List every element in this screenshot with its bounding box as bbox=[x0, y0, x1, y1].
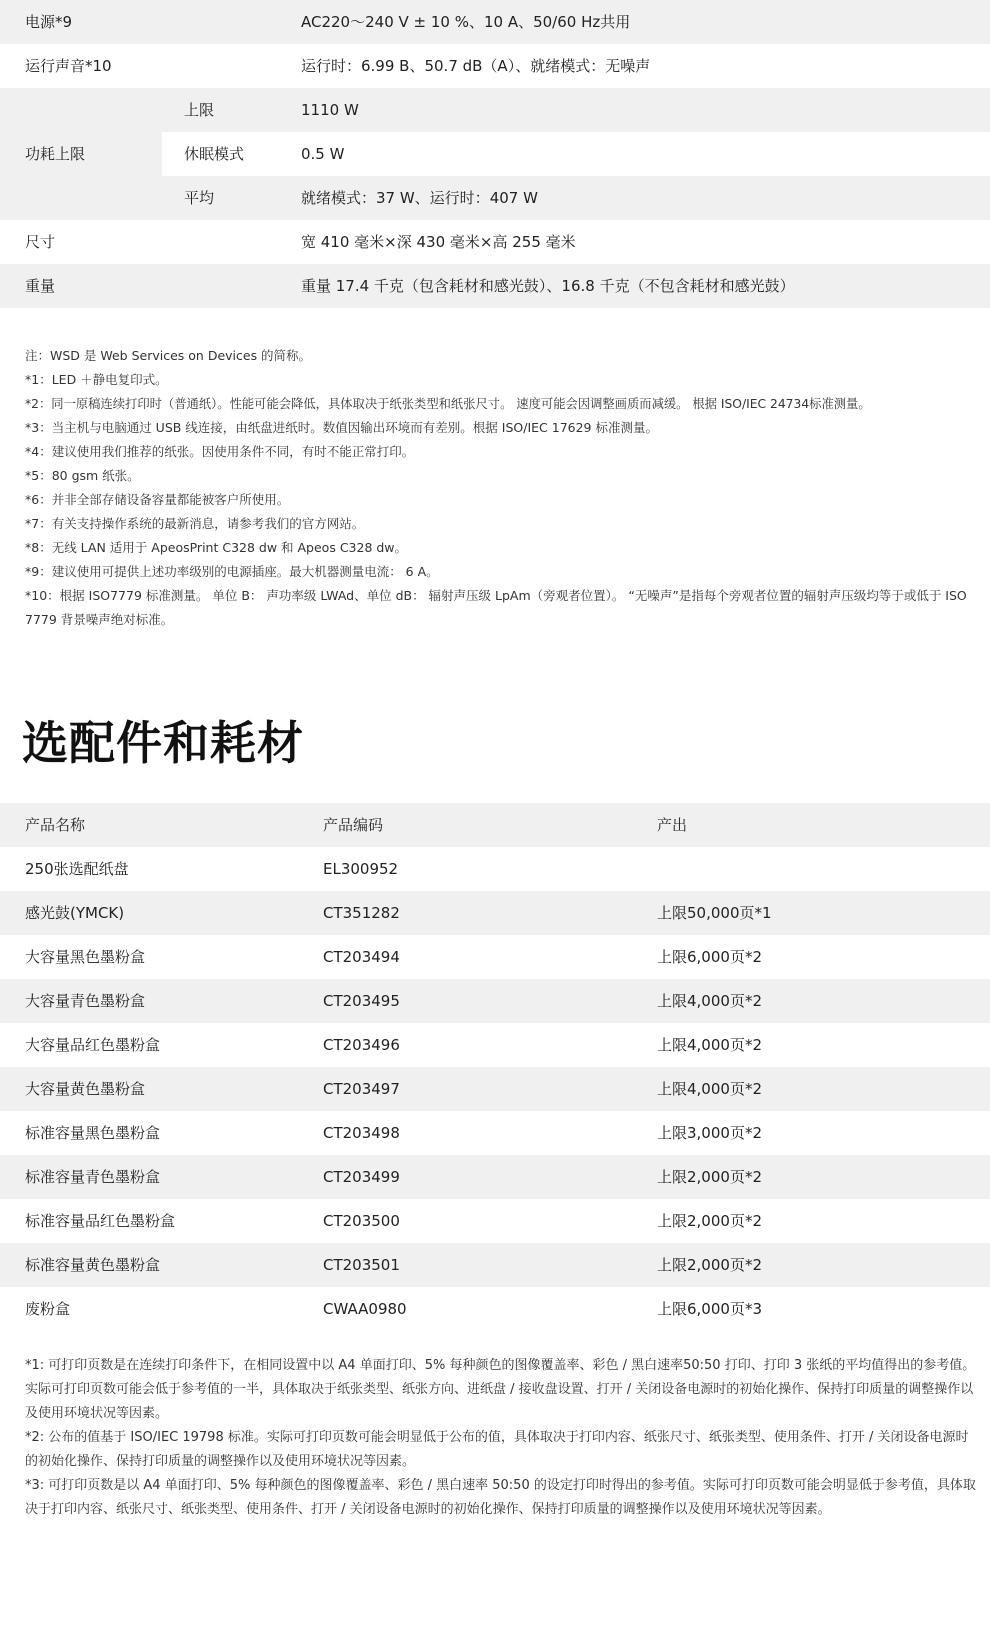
product-name: 标准容量黑色墨粉盒 bbox=[25, 1124, 161, 1142]
spec-table bbox=[0, 0, 990, 308]
column-header-yield: 产出 bbox=[657, 816, 688, 834]
spec-value: AC220～240 V ± 10 %、10 A、50/60 Hz共用 bbox=[301, 13, 631, 31]
product-yield: 上限2,000页*2 bbox=[657, 1212, 762, 1230]
spec-row-noise bbox=[0, 44, 990, 88]
table-row bbox=[0, 891, 990, 935]
spec-row-dimensions bbox=[0, 220, 990, 264]
product-code: CT203496 bbox=[323, 1036, 400, 1054]
product-code: CT203501 bbox=[323, 1256, 400, 1274]
product-code: CWAA0980 bbox=[323, 1300, 407, 1318]
product-name: 标准容量青色墨粉盒 bbox=[25, 1168, 161, 1186]
product-code: CT203500 bbox=[323, 1212, 400, 1230]
footnote: *3：当主机与电脑通过 USB 线连接，由纸盘进纸时。数值因输出环境而有差别。根据 ISO/IEC 17629 标准测量。 bbox=[25, 420, 658, 435]
table-row bbox=[0, 1023, 990, 1067]
product-name: 标准容量品红色墨粉盒 bbox=[25, 1212, 176, 1230]
spec-value: 运行时：6.99 B、50.7 dB（A）、就绪模式：无噪声 bbox=[301, 57, 651, 75]
power-sub-value: 1110 W bbox=[301, 101, 359, 119]
power-subrow-sleep bbox=[162, 132, 990, 176]
spec-label: 运行声音*10 bbox=[25, 57, 112, 75]
product-code: CT203498 bbox=[323, 1124, 400, 1142]
product-yield: 上限4,000页*2 bbox=[657, 1080, 762, 1098]
table-header-row bbox=[0, 803, 990, 847]
table-row bbox=[0, 1199, 990, 1243]
spec-row-weight bbox=[0, 264, 990, 308]
product-yield: 上限4,000页*2 bbox=[657, 992, 762, 1010]
product-yield: 上限2,000页*2 bbox=[657, 1168, 762, 1186]
power-sub-value: 就绪模式：37 W、运行时：407 W bbox=[301, 189, 538, 207]
power-sub-value: 0.5 W bbox=[301, 145, 345, 163]
table-row bbox=[0, 935, 990, 979]
table-row bbox=[0, 1155, 990, 1199]
spec-label: 重量 bbox=[25, 277, 56, 295]
table-row bbox=[0, 979, 990, 1023]
product-name: 大容量青色墨粉盒 bbox=[25, 992, 146, 1010]
footnote: *1：LED ＋静电复印式。 bbox=[25, 372, 168, 387]
power-sub-label: 平均 bbox=[184, 189, 215, 207]
footnote: *2: 公布的值基于 ISO/IEC 19798 标准。实际可打印页数可能会明显低于公布的值，具体取决于打印内容、纸张尺寸、纸张类型、使用条件、打开 / 关闭设备电源时的初始化操作、保持打印质量的调整操作以及使用环境状况等因素。 bbox=[25, 1430, 969, 1469]
product-yield: 上限6,000页*2 bbox=[657, 948, 762, 966]
spec-footnotes bbox=[25, 344, 980, 632]
power-subrow-average bbox=[162, 176, 990, 220]
footnote: *9：建议使用可提供上述功率级别的电源插座。最大机器测量电流： 6 A。 bbox=[25, 564, 439, 579]
accessory-footnotes bbox=[25, 1354, 980, 1522]
product-code: CT203494 bbox=[323, 948, 400, 966]
table-row bbox=[0, 1111, 990, 1155]
product-yield: 上限4,000页*2 bbox=[657, 1036, 762, 1054]
power-sub-label: 上限 bbox=[184, 101, 215, 119]
product-yield: 上限50,000页*1 bbox=[657, 904, 772, 922]
spec-value: 重量 17.4 千克（包含耗材和感光鼓）、16.8 千克（不包含耗材和感光鼓） bbox=[301, 277, 795, 295]
accessories-table bbox=[0, 803, 990, 1331]
product-code: CT203497 bbox=[323, 1080, 400, 1098]
product-name: 250张选配纸盘 bbox=[25, 860, 129, 878]
product-name: 大容量黄色墨粉盒 bbox=[25, 1080, 146, 1098]
product-code: CT203499 bbox=[323, 1168, 400, 1186]
column-header-name: 产品名称 bbox=[25, 816, 86, 834]
footnote: *1: 可打印页数是在连续打印条件下，在相同设置中以 A4 单面打印、5% 每种颜色的图像覆盖率、彩色 / 黑白速率50:50 打印、打印 3 张纸的平均值得出的参考值。实际可打印页数可能会低于参考值的一半，具体取决于纸张类型、纸张方向、进纸盘 / 接收盘设置、打开 / 关闭设备电源时的初始化操作、保持打印质量的调整操作以及使用环境状况等因素。 bbox=[25, 1358, 976, 1421]
product-name: 大容量黑色墨粉盒 bbox=[25, 948, 146, 966]
column-header-code: 产品编码 bbox=[323, 816, 384, 834]
spec-label: 尺寸 bbox=[25, 233, 56, 251]
spec-label: 电源*9 bbox=[25, 13, 73, 31]
spec-row-power-consumption bbox=[0, 88, 990, 220]
product-code: CT203495 bbox=[323, 992, 400, 1010]
power-subrow-max bbox=[162, 88, 990, 132]
spec-value: 宽 410 毫米×深 430 毫米×高 255 毫米 bbox=[301, 233, 576, 251]
product-code: CT351282 bbox=[323, 904, 400, 922]
footnote: *2：同一原稿连续打印时（普通纸）。性能可能会降低，具体取决于纸张类型和纸张尺寸。 速度可能会因调整画质而减缓。 根据 ISO/IEC 24734标准测量。 bbox=[25, 397, 871, 411]
table-row bbox=[0, 1243, 990, 1287]
power-sub-label: 休眠模式 bbox=[184, 145, 245, 163]
footnote: *8：无线 LAN 适用于 ApeosPrint C328 dw 和 Apeos C328 dw。 bbox=[25, 540, 408, 555]
product-name: 废粉盒 bbox=[25, 1300, 71, 1318]
footnote: *3: 可打印页数是以 A4 单面打印、5% 每种颜色的图像覆盖率、彩色 / 黑白速率 50:50 的设定打印时得出的参考值。实际可打印页数可能会明显低于参考值，具体取决于打印内容、纸张尺寸、纸张类型、使用条件、打开 / 关闭设备电源时的初始化操作、保持打印质量的调整操作以及使用环境状况等因素。 bbox=[25, 1478, 976, 1517]
table-row bbox=[0, 1287, 990, 1331]
product-yield: 上限6,000页*3 bbox=[657, 1300, 762, 1318]
product-yield: 上限3,000页*2 bbox=[657, 1124, 762, 1142]
footnote: *6：并非全部存储设备容量都能被客户所使用。 bbox=[25, 492, 290, 507]
section-title: 选配件和耗材 bbox=[22, 716, 304, 770]
footnote: 注：WSD 是 Web Services on Devices 的简称。 bbox=[25, 348, 312, 363]
product-name: 标准容量黄色墨粉盒 bbox=[25, 1256, 161, 1274]
footnote: *10：根据 ISO7779 标准测量。 单位 B： 声功率级 LWAd、单位 dB： 辐射声压级 LpAm（旁观者位置）。 “无噪声”是指每个旁观者位置的辐射声压级均等于或低于 ISO 7779 背景噪声绝对标准。 bbox=[25, 588, 967, 627]
spec-label: 功耗上限 bbox=[25, 145, 86, 163]
table-row bbox=[0, 1067, 990, 1111]
footnote: *5：80 gsm 纸张。 bbox=[25, 468, 140, 483]
product-name: 大容量品红色墨粉盒 bbox=[25, 1036, 161, 1054]
table-row bbox=[0, 847, 990, 891]
spec-row-power-supply bbox=[0, 0, 990, 44]
footnote: *7：有关支持操作系统的最新消息，请参考我们的官方网站。 bbox=[25, 516, 365, 531]
footnote: *4：建议使用我们推荐的纸张。因使用条件不同，有时不能正常打印。 bbox=[25, 444, 415, 459]
product-name: 感光鼓(YMCK) bbox=[25, 904, 125, 922]
product-code: EL300952 bbox=[323, 860, 399, 878]
product-yield: 上限2,000页*2 bbox=[657, 1256, 762, 1274]
